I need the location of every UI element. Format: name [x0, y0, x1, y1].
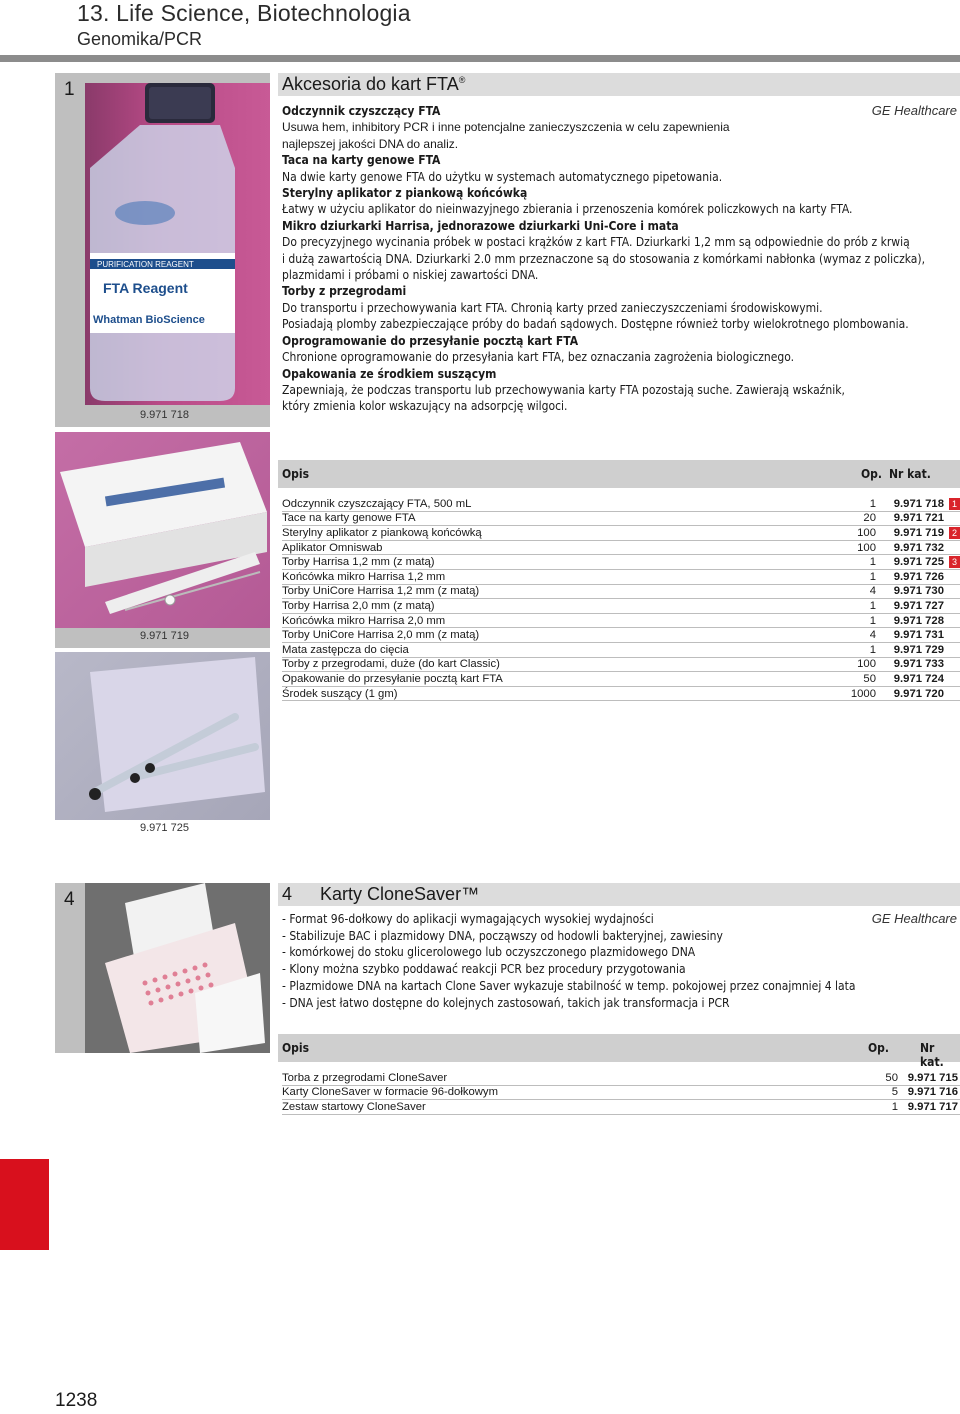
row-quantity: 1 [869, 643, 876, 656]
row-catalog-number: 9.971 719 [893, 526, 944, 539]
table-row [282, 672, 960, 687]
table-row [282, 599, 960, 614]
row-quantity: 1 [869, 497, 876, 510]
row-catalog-number: 9.971 726 [893, 570, 944, 583]
image-reference-tag: 2 [949, 527, 960, 539]
table-row [282, 687, 960, 702]
row-description: Końcówka mikro Harrisa 2,0 mm [282, 614, 446, 627]
bullet-item: - Klony można szybko poddawać reakcji PCR bez procedury przygotowania [282, 962, 686, 977]
row-catalog-number: 9.971 729 [893, 643, 944, 656]
section1-brand: GE Healthcare [871, 103, 957, 118]
image-number-4: 4 [64, 889, 75, 910]
applicator-illustration [55, 432, 270, 628]
bottle-label-title: FTA Reagent [103, 280, 188, 296]
bottle-band-text: PURIFICATION REAGENT [97, 260, 194, 269]
row-description: Torby z przegrodami, duże (do kart Classic) [282, 658, 500, 671]
row-catalog-number: 9.971 733 [893, 658, 944, 671]
row-catalog-number: 9.971 715 [907, 1071, 958, 1084]
table-row [282, 628, 960, 643]
row-quantity: 1 [869, 599, 876, 612]
row-catalog-number: 9.971 725 [893, 556, 944, 569]
table-row [282, 585, 960, 600]
table-row [282, 555, 960, 570]
row-quantity: 100 [857, 541, 876, 554]
row-quantity: 100 [857, 526, 876, 539]
image-panel-2 [55, 432, 270, 648]
table-row [282, 643, 960, 658]
desc-block: Sterylny aplikator z piankową końcówką Łatwy w użyciu aplikator do nieinwazyjnego zbierania i przenoszenia komórek policzkowych na karty FTA. [282, 186, 853, 217]
col-desc-header: Opis [282, 467, 310, 481]
row-quantity: 1 [869, 556, 876, 569]
col-cat-header: Nr kat. [889, 467, 931, 481]
fta-reagent-bottle-photo [85, 83, 270, 405]
section2-title: Karty CloneSaver™ [320, 884, 480, 904]
row-catalog-number: 9.971 732 [893, 541, 944, 554]
row-quantity: 1 [891, 1100, 898, 1113]
row-description: Tace na karty genowe FTA [282, 512, 416, 525]
section2-table-header [278, 1034, 960, 1069]
row-quantity: 100 [857, 658, 876, 671]
table-row [282, 1071, 960, 1086]
row-description: Sterylny aplikator z piankową końcówką [282, 526, 482, 539]
desc-block: Opakowania ze środkiem suszącym Zapewniają, że podczas transportu lub przechowywania karty FTA pozostają suche. Zawierają wskaźnik, który zmienia kolor wskazujący na adsorpcję wilgoci. [282, 366, 845, 414]
page-title: 13. Life Science, Biotechnologia [77, 0, 411, 26]
desc-block: Taca na karty genowe FTA Na dwie karty genowe FTA do użytku w systemach automatycznego pipetowania. [282, 153, 723, 184]
section2-table-body [282, 1071, 960, 1115]
col-desc-header: Opis [282, 1041, 310, 1055]
image-number-1: 1 [64, 79, 75, 100]
row-catalog-number: 9.971 724 [893, 672, 944, 685]
row-description: Aplikator Omniswab [282, 541, 383, 554]
table-row [282, 1086, 960, 1101]
bullet-item: - Plazmidowe DNA na kartach Clone Saver wykazuje stabilność w temp. pokojowej przez conajmniej 4 lata [282, 978, 856, 993]
image-panel-1 [55, 73, 270, 427]
row-quantity: 5 [891, 1086, 898, 1099]
image-caption-2: 9.971 719 [140, 630, 189, 642]
col-qty-header: Op. [861, 467, 883, 481]
row-catalog-number: 9.971 731 [893, 629, 944, 642]
image-panel-3 [55, 652, 270, 820]
row-quantity: 1 [869, 614, 876, 627]
applicator-box-photo [55, 432, 270, 628]
page-number: 1238 [55, 1390, 98, 1411]
row-catalog-number: 9.971 716 [907, 1086, 958, 1099]
row-description: Karty CloneSaver w formacie 96-dołkowym [282, 1086, 498, 1099]
row-description: Torby UniCore Harrisa 1,2 mm (z matą) [282, 585, 480, 598]
row-description: Torby Harrisa 2,0 mm (z matą) [282, 599, 435, 612]
row-description: Torby UniCore Harrisa 2,0 mm (z matą) [282, 629, 480, 642]
row-quantity: 1000 [850, 687, 876, 700]
section2-brand: GE Healthcare [871, 911, 957, 926]
row-quantity: 20 [863, 512, 876, 525]
bottle-label-brand: Whatman BioScience [93, 314, 205, 326]
bullet-item: - komórkowej do stoku glicerolowego lub oczyszczonego plazmidowego DNA [282, 945, 696, 960]
row-catalog-number: 9.971 718 [893, 497, 944, 510]
row-catalog-number: 9.971 720 [893, 687, 944, 700]
bullet-item: - Stabilizuje BAC i plazmidowy DNA, począwszy od hodowli bakteryjnej, zawiesiny [282, 928, 723, 943]
section2-number: 4 [282, 884, 293, 904]
row-description: Mata zastępcza do cięcia [282, 643, 409, 656]
row-catalog-number: 9.971 730 [893, 585, 944, 598]
row-description: Torba z przegrodami CloneSaver [282, 1071, 448, 1084]
table-row [282, 1100, 960, 1115]
table-row [282, 497, 960, 512]
table-row [282, 570, 960, 585]
table-row [282, 658, 960, 673]
section-color-tab [0, 1159, 49, 1250]
section1-title-bar [278, 73, 960, 96]
clonesaver-card-photo [85, 883, 270, 1053]
row-description: Środek suszący (1 gm) [282, 687, 398, 700]
clonesaver-illustration [85, 883, 270, 1053]
row-description: Końcówka mikro Harrisa 1,2 mm [282, 570, 446, 583]
bottle-illustration [85, 83, 270, 405]
row-catalog-number: 9.971 721 [893, 512, 944, 525]
row-quantity: 4 [869, 629, 876, 642]
row-catalog-number: 9.971 717 [907, 1100, 958, 1113]
desc-block: Oprogramowanie do przesyłanie pocztą kart FTA Chronione oprogramowanie do przesyłania kart FTA, bez oznaczania zagrożenia biologicznego. [282, 333, 795, 365]
row-description: Opakowanie do przesyłanie pocztą kart FTA [282, 672, 503, 685]
harris-punch-photo [55, 652, 270, 820]
row-catalog-number: 9.971 727 [893, 599, 944, 612]
col-qty-header: Op. [868, 1041, 890, 1055]
row-catalog-number: 9.971 728 [893, 614, 944, 627]
section2-title-bar [278, 883, 960, 906]
section1-table-body [282, 497, 960, 701]
table-row [282, 541, 960, 556]
image-caption-1: 9.971 718 [140, 409, 189, 421]
table-row [282, 614, 960, 629]
header-divider [0, 55, 960, 62]
col-cat-header: Nr kat. [920, 1041, 944, 1069]
section2-bullets [282, 911, 882, 1011]
image-caption-3: 9.971 725 [140, 822, 189, 834]
desc-block: Odczynnik czyszczący FTA Usuwa hem, inhibitory PCR i inne potencjalne zanieczyszczenia w celu zapewnienia najlepszej jakości DNA do analiz. [282, 104, 730, 151]
desc-block: Mikro dziurkarki Harrisa, jednorazowe dziurkarki Uni-Core i mata Do precyzyjnego wycinania próbek w postaci krążków z kart FTA. Dziurkarki 1,2 mm są odpowiednie do prób z krwią i dużą zawartością DNA. Dziurkarki 2.0 mm przeznaczone są do stosowania z komórkami nabłonka (wymaz z policzka), plazmidami i próbami o niskiej zawartości DNA. [282, 218, 926, 283]
harris-punch-illustration [55, 652, 270, 820]
row-quantity: 1 [869, 570, 876, 583]
row-description: Zestaw startowy CloneSaver [282, 1100, 426, 1113]
section1-table-header [278, 460, 960, 488]
image-reference-tag: 3 [949, 556, 960, 568]
row-description: Odczynnik czyszczający FTA, 500 mL [282, 497, 472, 510]
table-row [282, 512, 960, 527]
row-description: Torby Harrisa 1,2 mm (z matą) [282, 556, 435, 569]
row-quantity: 50 [863, 672, 876, 685]
bullet-item: - Format 96-dołkowy do aplikacji wymagających wysokiej wydajności [282, 912, 654, 926]
image-reference-tag: 1 [949, 498, 960, 510]
page-subtitle: Genomika/PCR [77, 29, 203, 49]
row-quantity: 4 [869, 585, 876, 598]
row-quantity: 50 [885, 1071, 898, 1084]
bullet-item: - DNA jest łatwo dostępne do kolejnych zastosowań, takich jak transformacja i PCR [282, 995, 730, 1010]
desc-block: Torby z przegrodami Do transportu i przechowywania kart FTA. Chronią karty przed zanieczyszczeniami środowiskowymi. Posiadają plomby zabezpieczające próby do badań sądowych. Dostępne również torby wielokrotnego plombowania. [282, 284, 909, 332]
section1-title: Akcesoria do kart FTA® [282, 74, 466, 94]
image-panel-4 [55, 883, 270, 1053]
section1-description [282, 103, 960, 415]
table-row [282, 526, 960, 541]
